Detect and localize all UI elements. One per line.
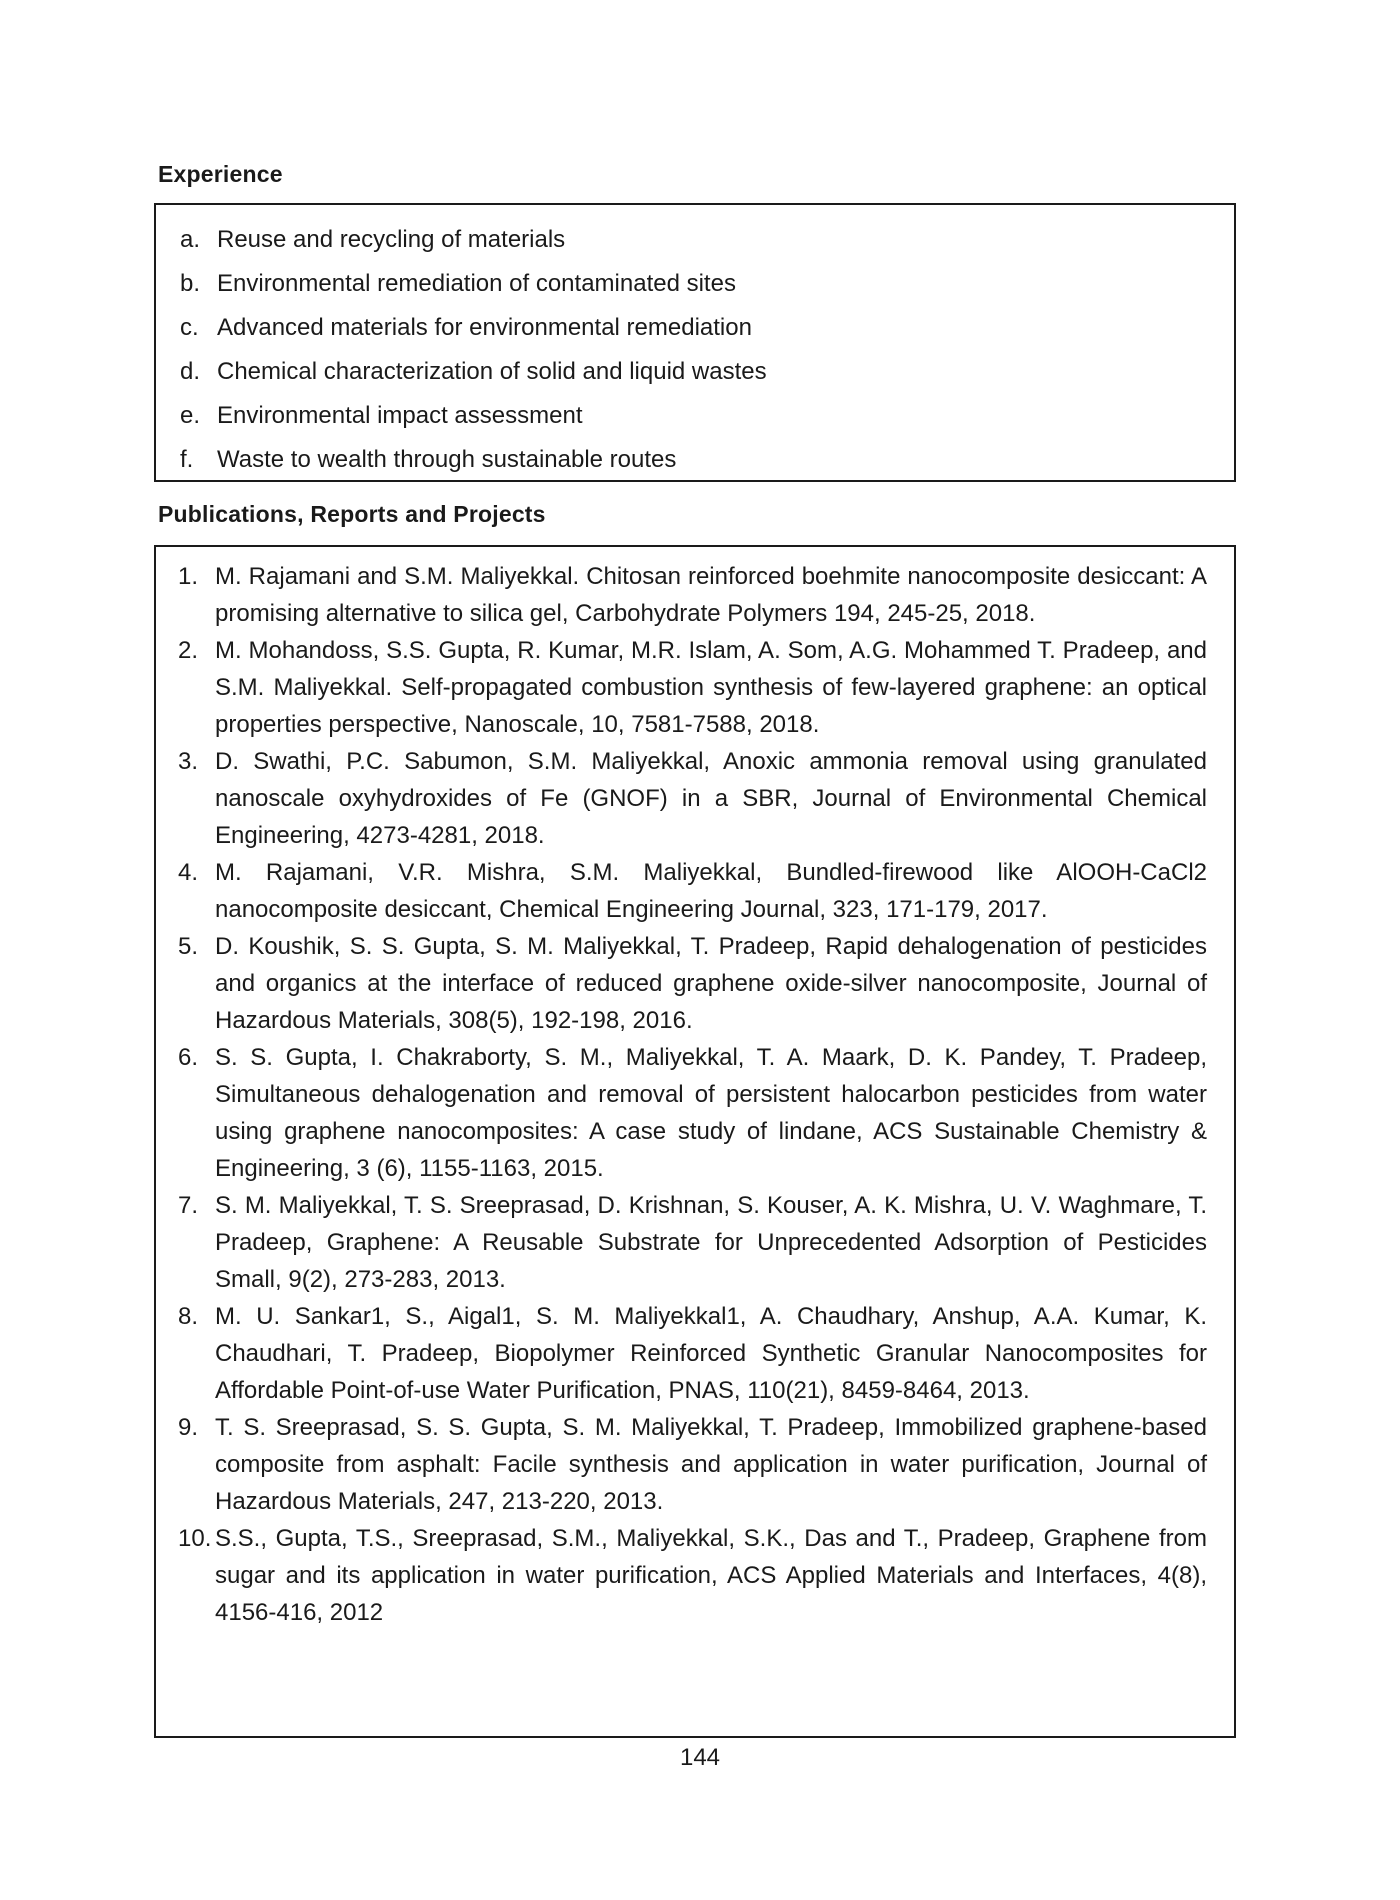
publication-item bbox=[178, 558, 1207, 632]
publication-citation: D. Swathi, P.C. Sabumon, S.M. Maliyekkal, Anoxic ammonia removal using granulated nanoscale oxyhydroxides of Fe (GNOF) in a SBR, Journal of Environmental Chemical Engineering, 4273-4281, 2018. bbox=[215, 748, 1207, 849]
experience-item-marker: c. bbox=[180, 314, 199, 341]
experience-item bbox=[180, 350, 1234, 394]
publications-list bbox=[178, 558, 1207, 1631]
publication-item bbox=[178, 1039, 1207, 1187]
publication-item bbox=[178, 1298, 1207, 1409]
page-number: 144 bbox=[679, 1744, 721, 1771]
experience-item-marker: a. bbox=[180, 226, 201, 253]
publication-number: 4. bbox=[178, 859, 199, 886]
publication-number: 9. bbox=[178, 1414, 199, 1441]
experience-item bbox=[180, 306, 1234, 350]
experience-item-marker: e. bbox=[180, 402, 201, 429]
publication-citation: S. S. Gupta, I. Chakraborty, S. M., Maliyekkal, T. A. Maark, D. K. Pandey, T. Pradeep, Simultaneous dehalogenation and removal of persistent halocarbon pesticides from water using graphene nanocomposites: A case study of lindane, ACS Sustainable Chemistry & Engineering, 3 (6), 1155-1163, 2015. bbox=[215, 1044, 1207, 1182]
publication-number: 7. bbox=[178, 1192, 199, 1219]
experience-item-text: Advanced materials for environmental remediation bbox=[217, 314, 752, 341]
publication-number: 6. bbox=[178, 1044, 199, 1071]
experience-list bbox=[180, 218, 1234, 482]
publication-citation: M. U. Sankar1, S., Aigal1, S. M. Maliyekkal1, A. Chaudhary, Anshup, A.A. Kumar, K. Chaudhari, T. Pradeep, Biopolymer Reinforced Synthetic Granular Nanocomposites for Affordable Point-of-use Water Purification, PNAS, 110(21), 8459-8464, 2013. bbox=[215, 1303, 1207, 1404]
experience-item-marker: d. bbox=[180, 358, 201, 385]
publication-number: 3. bbox=[178, 748, 199, 775]
experience-item bbox=[180, 394, 1234, 438]
publication-item bbox=[178, 632, 1207, 743]
experience-box bbox=[154, 203, 1236, 482]
experience-item-text: Environmental impact assessment bbox=[217, 402, 583, 429]
publications-heading: Publications, Reports and Projects bbox=[158, 501, 546, 527]
publication-citation: T. S. Sreeprasad, S. S. Gupta, S. M. Maliyekkal, T. Pradeep, Immobilized graphene-based composite from asphalt: Facile synthesis and application in water purification, Journal of Hazardous Materials, 247, 213-220, 2013. bbox=[215, 1414, 1207, 1515]
experience-item bbox=[180, 262, 1234, 306]
experience-item-text: Reuse and recycling of materials bbox=[217, 226, 566, 253]
experience-item-text: Environmental remediation of contaminated sites bbox=[217, 270, 736, 297]
publication-number: 10. bbox=[178, 1525, 212, 1552]
publication-citation: M. Mohandoss, S.S. Gupta, R. Kumar, M.R. Islam, A. Som, A.G. Mohammed T. Pradeep, and S.M. Maliyekkal. Self-propagated combustion synthesis of few-layered graphene: an optical properties perspective, Nanoscale, 10, 7581-7588, 2018. bbox=[215, 637, 1207, 738]
publications-box bbox=[154, 545, 1236, 1738]
publication-item bbox=[178, 743, 1207, 854]
experience-item-text: Chemical characterization of solid and liquid wastes bbox=[217, 358, 767, 385]
experience-item-marker: b. bbox=[180, 270, 201, 297]
publication-number: 8. bbox=[178, 1303, 199, 1330]
publication-number: 1. bbox=[178, 563, 199, 590]
publication-item bbox=[178, 928, 1207, 1039]
publication-citation: S. M. Maliyekkal, T. S. Sreeprasad, D. Krishnan, S. Kouser, A. K. Mishra, U. V. Waghmare, T. Pradeep, Graphene: A Reusable Substrate for Unprecedented Adsorption of Pesticides Small, 9(2), 273-283, 2013. bbox=[215, 1192, 1207, 1293]
experience-item bbox=[180, 218, 1234, 262]
publication-citation: M. Rajamani and S.M. Maliyekkal. Chitosan reinforced boehmite nanocomposite desiccant: A promising alternative to silica gel, Carbohydrate Polymers 194, 245-25, 2018. bbox=[215, 563, 1207, 627]
experience-item bbox=[180, 438, 1234, 482]
publication-item bbox=[178, 1187, 1207, 1298]
publication-citation: S.S., Gupta, T.S., Sreeprasad, S.M., Maliyekkal, S.K., Das and T., Pradeep, Graphene from sugar and its application in water purification, ACS Applied Materials and Interfaces, 4(8), 4156-416, 2012 bbox=[215, 1525, 1207, 1626]
publication-number: 5. bbox=[178, 933, 199, 960]
publication-number: 2. bbox=[178, 637, 199, 664]
publication-item bbox=[178, 854, 1207, 928]
publication-citation: D. Koushik, S. S. Gupta, S. M. Maliyekkal, T. Pradeep, Rapid dehalogenation of pesticides and organics at the interface of reduced graphene oxide-silver nanocomposite, Journal of Hazardous Materials, 308(5), 192-198, 2016. bbox=[215, 933, 1207, 1034]
publication-item bbox=[178, 1409, 1207, 1520]
experience-item-text: Waste to wealth through sustainable routes bbox=[217, 446, 677, 473]
publication-item bbox=[178, 1520, 1207, 1631]
experience-heading: Experience bbox=[158, 161, 283, 187]
experience-item-marker: f. bbox=[180, 446, 194, 473]
publication-citation: M. Rajamani, V.R. Mishra, S.M. Maliyekkal, Bundled-firewood like AlOOH-CaCl2 nanocomposite desiccant, Chemical Engineering Journal, 323, 171-179, 2017. bbox=[215, 859, 1207, 923]
